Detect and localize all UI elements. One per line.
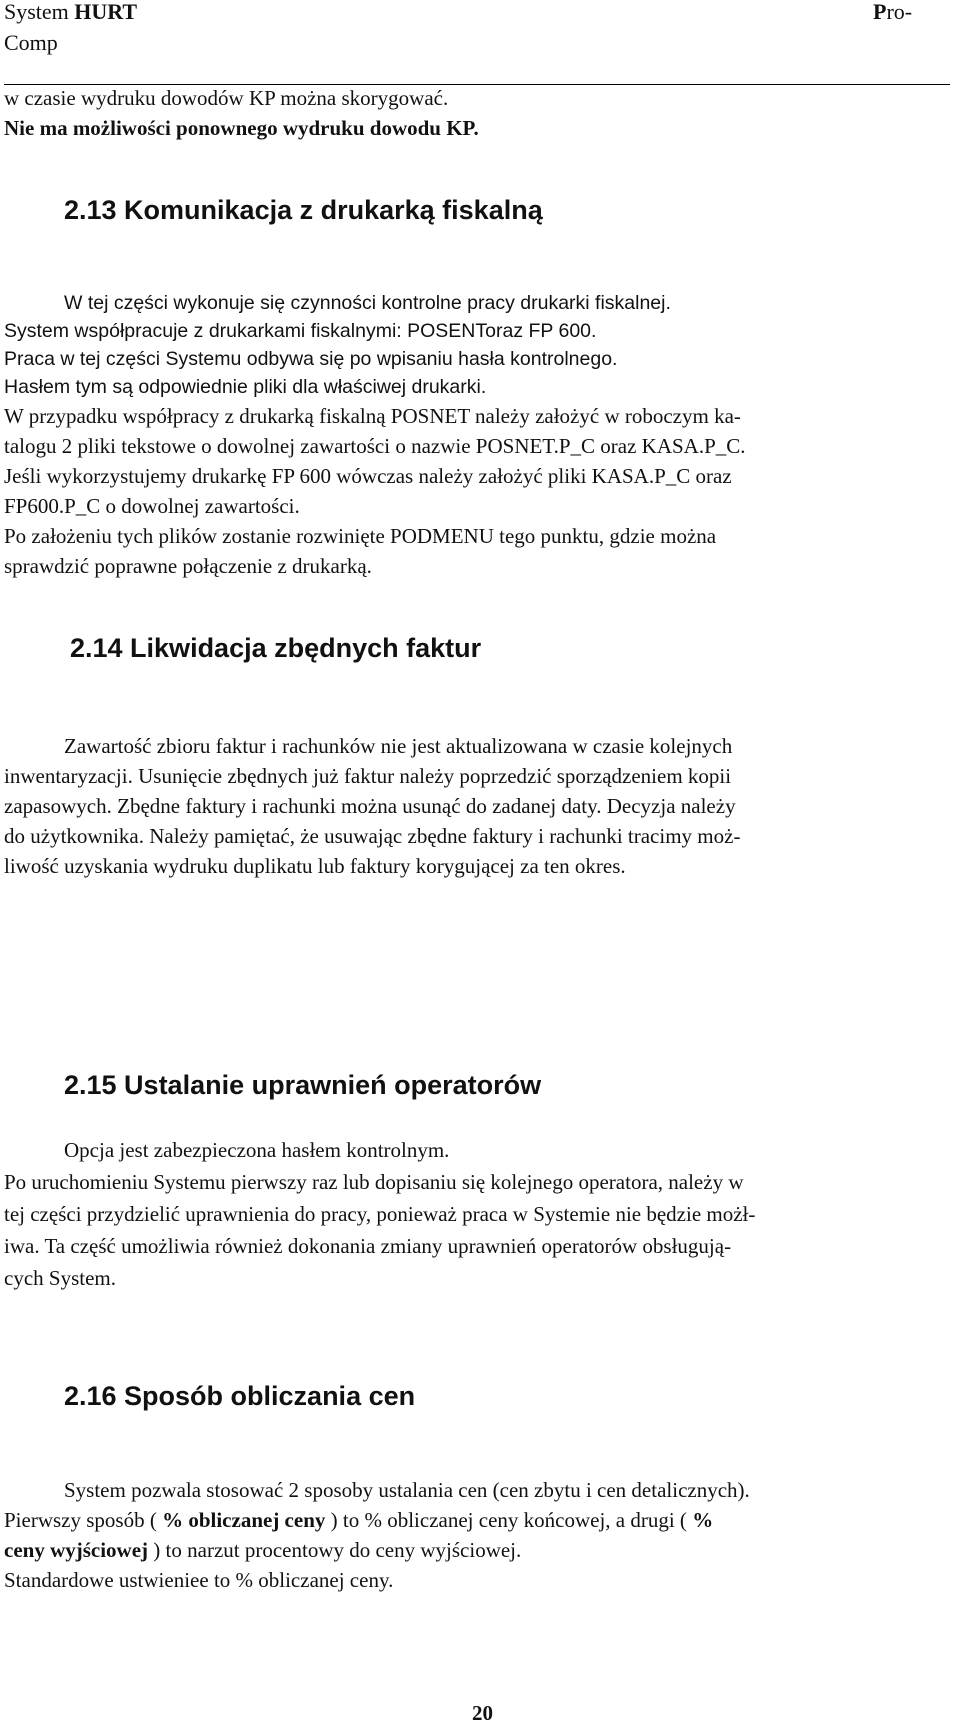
s213-line: Jeśli wykorzystujemy drukarkę FP 600 wówczas należy założyć pliki KASA.P_C oraz xyxy=(4,464,732,488)
s214-line: Zawartość zbioru faktur i rachunków nie jest aktualizowana w czasie kolejnych xyxy=(64,734,733,758)
s215-line: Po uruchomieniu Systemu pierwszy raz lub dopisaniu się kolejnego operatora, należy w xyxy=(4,1170,744,1194)
intro-line-2-bold: Nie ma możliwości ponownego wydruku dowodu KP. xyxy=(4,116,479,140)
running-header-right xyxy=(873,0,912,28)
s216-bold-term: % xyxy=(692,1508,714,1532)
s216-text: ) to % obliczanej ceny końcowej, a drugi ( xyxy=(325,1508,693,1532)
s213-line: W tej części wykonuje się czynności kontrolne pracy drukarki fiskalnej. xyxy=(64,292,671,314)
running-header-left xyxy=(4,0,137,28)
section-heading-2-14: 2.14 Likwidacja zbędnych faktur xyxy=(70,633,482,663)
s213-line: Hasłem tym są odpowiednie pliki dla właściwej drukarki. xyxy=(4,376,487,398)
s213-line: FP600.P_C o dowolnej zawartości. xyxy=(4,494,300,518)
header-hurt-label: HURT xyxy=(74,0,138,24)
s216-bold-term: ceny wyjściowej xyxy=(4,1538,149,1562)
s216-text: ) to narzut procentowy do ceny wyjściowej. xyxy=(148,1538,522,1562)
s213-line: talogu 2 pliki tekstowe o dowolnej zawartości o nazwie POSNET.P_C oraz KASA.P_C. xyxy=(4,434,746,458)
s216-line-4: Standardowe ustwieniee to % obliczanej ceny. xyxy=(4,1568,394,1592)
s213-line: W przypadku współpracy z drukarką fiskalną POSNET należy założyć w roboczym ka- xyxy=(4,404,741,428)
section-heading-2-15: 2.15 Ustalanie uprawnień operatorów xyxy=(64,1070,542,1100)
section-heading-2-13: 2.13 Komunikacja z drukarką fiskalną xyxy=(64,195,543,225)
s213-line: Praca w tej części Systemu odbywa się po wpisaniu hasła kontrolnego. xyxy=(4,348,618,370)
s214-line: inwentaryzacji. Usunięcie zbędnych już faktur należy poprzedzić sporządzeniem kopii xyxy=(4,764,732,788)
header-pro-initial: P xyxy=(873,0,887,24)
header-system-label: System xyxy=(4,0,75,24)
s216-text: Pierwszy sposób ( xyxy=(4,1508,163,1532)
s216-bold-term: % obliczanej ceny xyxy=(162,1508,326,1532)
s215-line: cych System. xyxy=(4,1266,116,1290)
s214-line: zapasowych. Zbędne faktury i rachunki można usunąć do zadanej daty. Decyzja należy xyxy=(4,794,736,818)
section-heading-2-16: 2.16 Sposób obliczania cen xyxy=(64,1381,416,1411)
s213-line: sprawdzić poprawne połączenie z drukarką. xyxy=(4,554,372,578)
s213-line: Po założeniu tych plików zostanie rozwinięte PODMENU tego punktu, gdzie można xyxy=(4,524,717,548)
s215-line: Opcja jest zabezpieczona hasłem kontrolnym. xyxy=(64,1138,450,1162)
s216-line-2 xyxy=(4,1504,713,1536)
s214-line: do użytkownika. Należy pamiętać, że usuwając zbędne faktury i rachunki tracimy moż- xyxy=(4,824,741,848)
s215-line: tej części przydzielić uprawnienia do pracy, ponieważ praca w Systemie nie będzie możł- xyxy=(4,1202,756,1226)
s216-line-3 xyxy=(4,1534,521,1566)
s213-line: System współpracuje z drukarkami fiskalnymi: POSENToraz FP 600. xyxy=(4,320,597,342)
s215-line: iwa. Ta część umożliwia również dokonania zmiany uprawnień operatorów obsługują- xyxy=(4,1234,732,1258)
header-pro-rest: ro- xyxy=(886,0,913,24)
intro-line-1: w czasie wydruku dowodów KP można skorygować. xyxy=(4,86,449,110)
running-header-left-line2: Comp xyxy=(4,30,58,55)
page-number: 20 xyxy=(472,1701,493,1725)
s216-line-1: System pozwala stosować 2 sposoby ustalania cen (cen zbytu i cen detalicznych). xyxy=(64,1478,750,1502)
s214-line: liwość uzyskania wydruku duplikatu lub faktury korygującej za ten okres. xyxy=(4,854,626,878)
